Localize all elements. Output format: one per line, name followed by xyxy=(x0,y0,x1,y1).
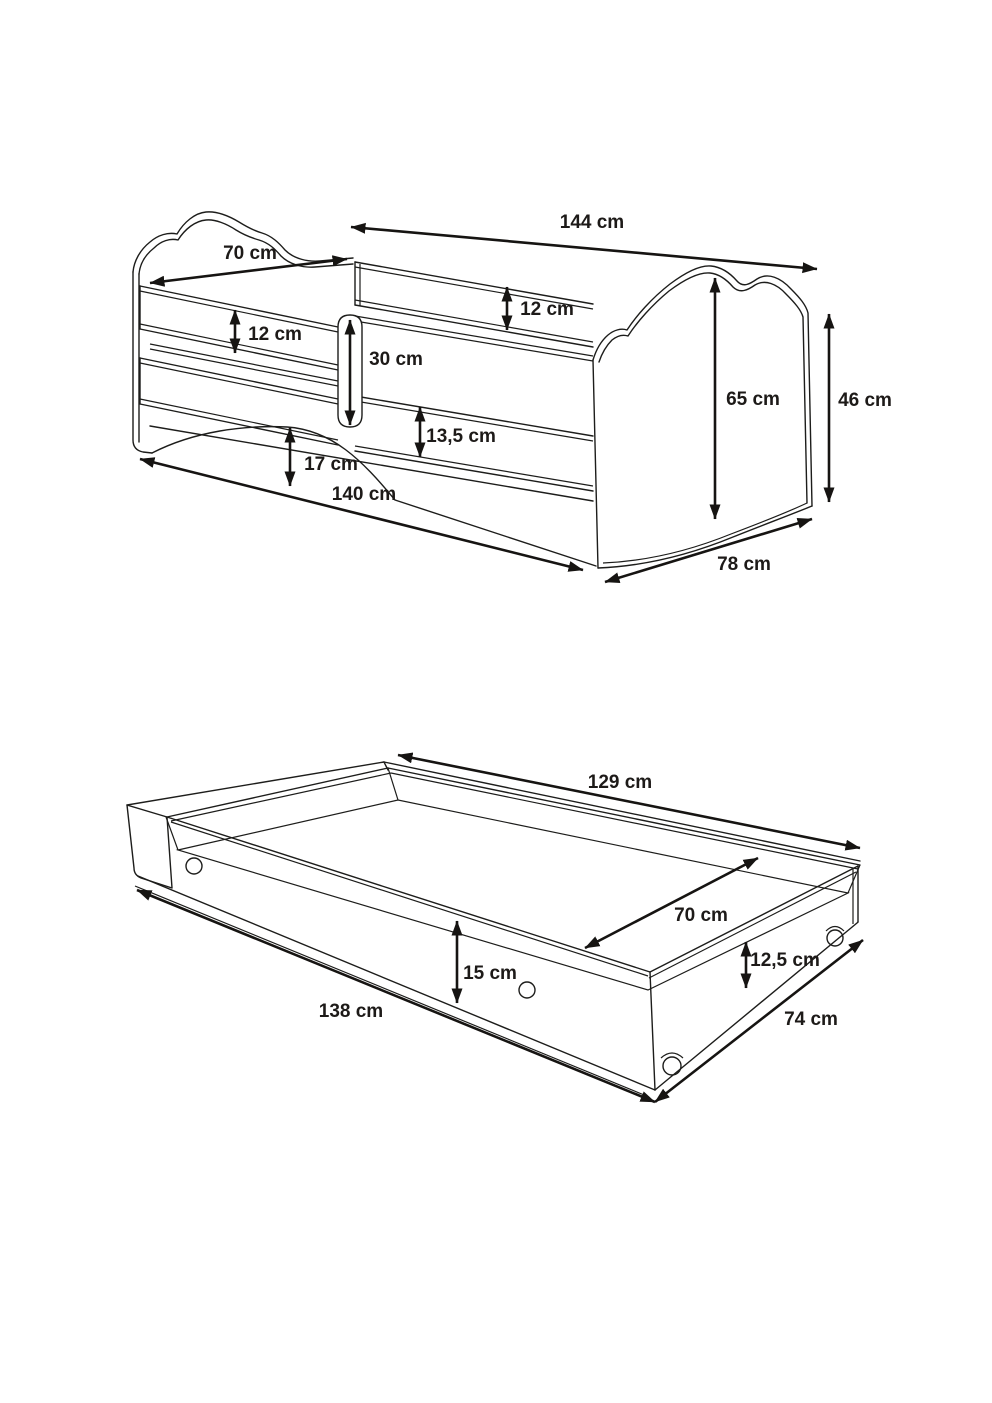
dim-arrow-drawer-top-length xyxy=(398,755,860,848)
bed-drawing xyxy=(133,212,892,582)
dim-label-footboard-peak-height: 65 cm xyxy=(726,389,780,410)
drawer-knob-left xyxy=(186,858,202,874)
bed-dimensions xyxy=(140,212,892,582)
drawer-knob-front xyxy=(519,982,535,998)
dim-label-drawer-inner-width: 70 cm xyxy=(674,905,728,926)
dim-label-underbed-clearance: 17 cm xyxy=(304,454,358,475)
dim-label-headboard-width: 70 cm xyxy=(223,243,277,264)
dim-label-drawer-top-length: 129 cm xyxy=(587,772,653,793)
front-safety-rail xyxy=(140,286,338,445)
dim-arrow-total-length xyxy=(351,227,817,269)
drawer-drawing xyxy=(127,755,863,1102)
drawer-box xyxy=(127,762,860,1097)
dim-label-footboard-width: 78 cm xyxy=(717,554,771,575)
dim-label-back-rail-height: 12 cm xyxy=(520,299,574,320)
dim-label-frame-length: 140 cm xyxy=(331,484,397,505)
dim-arrow-drawer-inner-width xyxy=(585,858,758,948)
dim-label-drawer-front-height: 15 cm xyxy=(463,963,517,984)
dim-label-drawer-bottom-length: 138 cm xyxy=(318,1001,384,1022)
back-safety-rail xyxy=(355,262,593,491)
dim-label-base-board-height: 13,5 cm xyxy=(426,426,496,447)
dim-label-rail-opening-height: 30 cm xyxy=(369,349,423,370)
dim-label-front-rail-height: 12 cm xyxy=(248,324,302,345)
dim-label-drawer-side-height: 12,5 cm xyxy=(750,950,820,971)
dim-arrow-frame-length xyxy=(140,459,583,570)
dim-label-footboard-side-height: 46 cm xyxy=(838,390,892,411)
dim-arrow-drawer-bottom-length xyxy=(137,890,655,1102)
dim-label-total-length: 144 cm xyxy=(559,212,625,233)
dim-arrow-footboard-width xyxy=(605,519,812,582)
footboard xyxy=(593,266,812,568)
caster-front xyxy=(661,1053,683,1075)
dim-label-drawer-end-width: 74 cm xyxy=(784,1009,838,1030)
